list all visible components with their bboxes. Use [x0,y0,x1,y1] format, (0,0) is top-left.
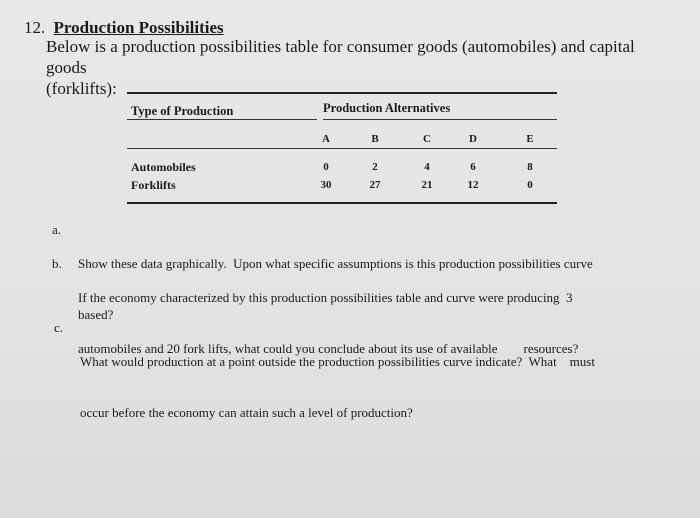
item-a-line-1: Show these data graphically. Upon what specific assumptions is this production possibilities curve [78,256,593,271]
table-cell: 0 [527,179,533,191]
table-cell: 21 [421,179,433,191]
header-rule-right [323,119,557,120]
item-letter-a: a. [52,222,62,237]
item-b-line-1: If the economy characterized by this production possibilities table and curve were producing 3 [78,290,573,305]
question-number: 12. [24,18,46,37]
table-cell: 4 [424,161,430,173]
column-header-c: C [423,133,431,145]
row-label-forklifts: Forklifts [131,178,176,192]
header-rule-left [127,119,317,120]
table-cell: 12 [467,179,479,191]
table-cell: 6 [470,161,476,173]
columns-rule [127,148,557,149]
item-c-line-1: What would production at a point outside the production possibilities curve indicate? What must [80,354,595,369]
table-bottom-rule [127,202,557,204]
table-cell: 0 [323,161,329,173]
header-type-of-production: Type of Production [131,104,234,118]
item-a-line-2: based? [78,307,114,322]
question-header [24,18,224,38]
table-cell: 30 [320,179,332,191]
header-production-alternatives: Production Alternatives [323,101,451,115]
question-item-c [54,319,684,420]
table-top-rule [127,92,557,94]
item-letter-c: c. [54,320,64,335]
item-c-line-2: occur before the economy can attain such a level of production? [80,405,413,420]
column-header-b: B [371,133,379,145]
column-header-d: D [469,133,477,145]
item-letter-b: b. [52,256,62,271]
table-cell: 27 [369,179,381,191]
question-intro [46,36,676,99]
column-header-a: A [322,133,330,145]
intro-line-2: (forklifts): [46,79,117,98]
item-c-text [80,319,595,455]
intro-line-1: Below is a production possibilities table for consumer goods (automobiles) and capital goods [46,37,635,77]
table-cell: 2 [372,161,378,173]
column-header-e: E [526,133,534,145]
item-b-line-2: automobiles and 20 fork lifts, what could you conclude about its use of available resources? [78,341,579,356]
table-cell: 8 [527,161,533,173]
question-title: Production Possibilities [53,18,224,37]
row-label-automobiles: Automobiles [131,160,196,174]
